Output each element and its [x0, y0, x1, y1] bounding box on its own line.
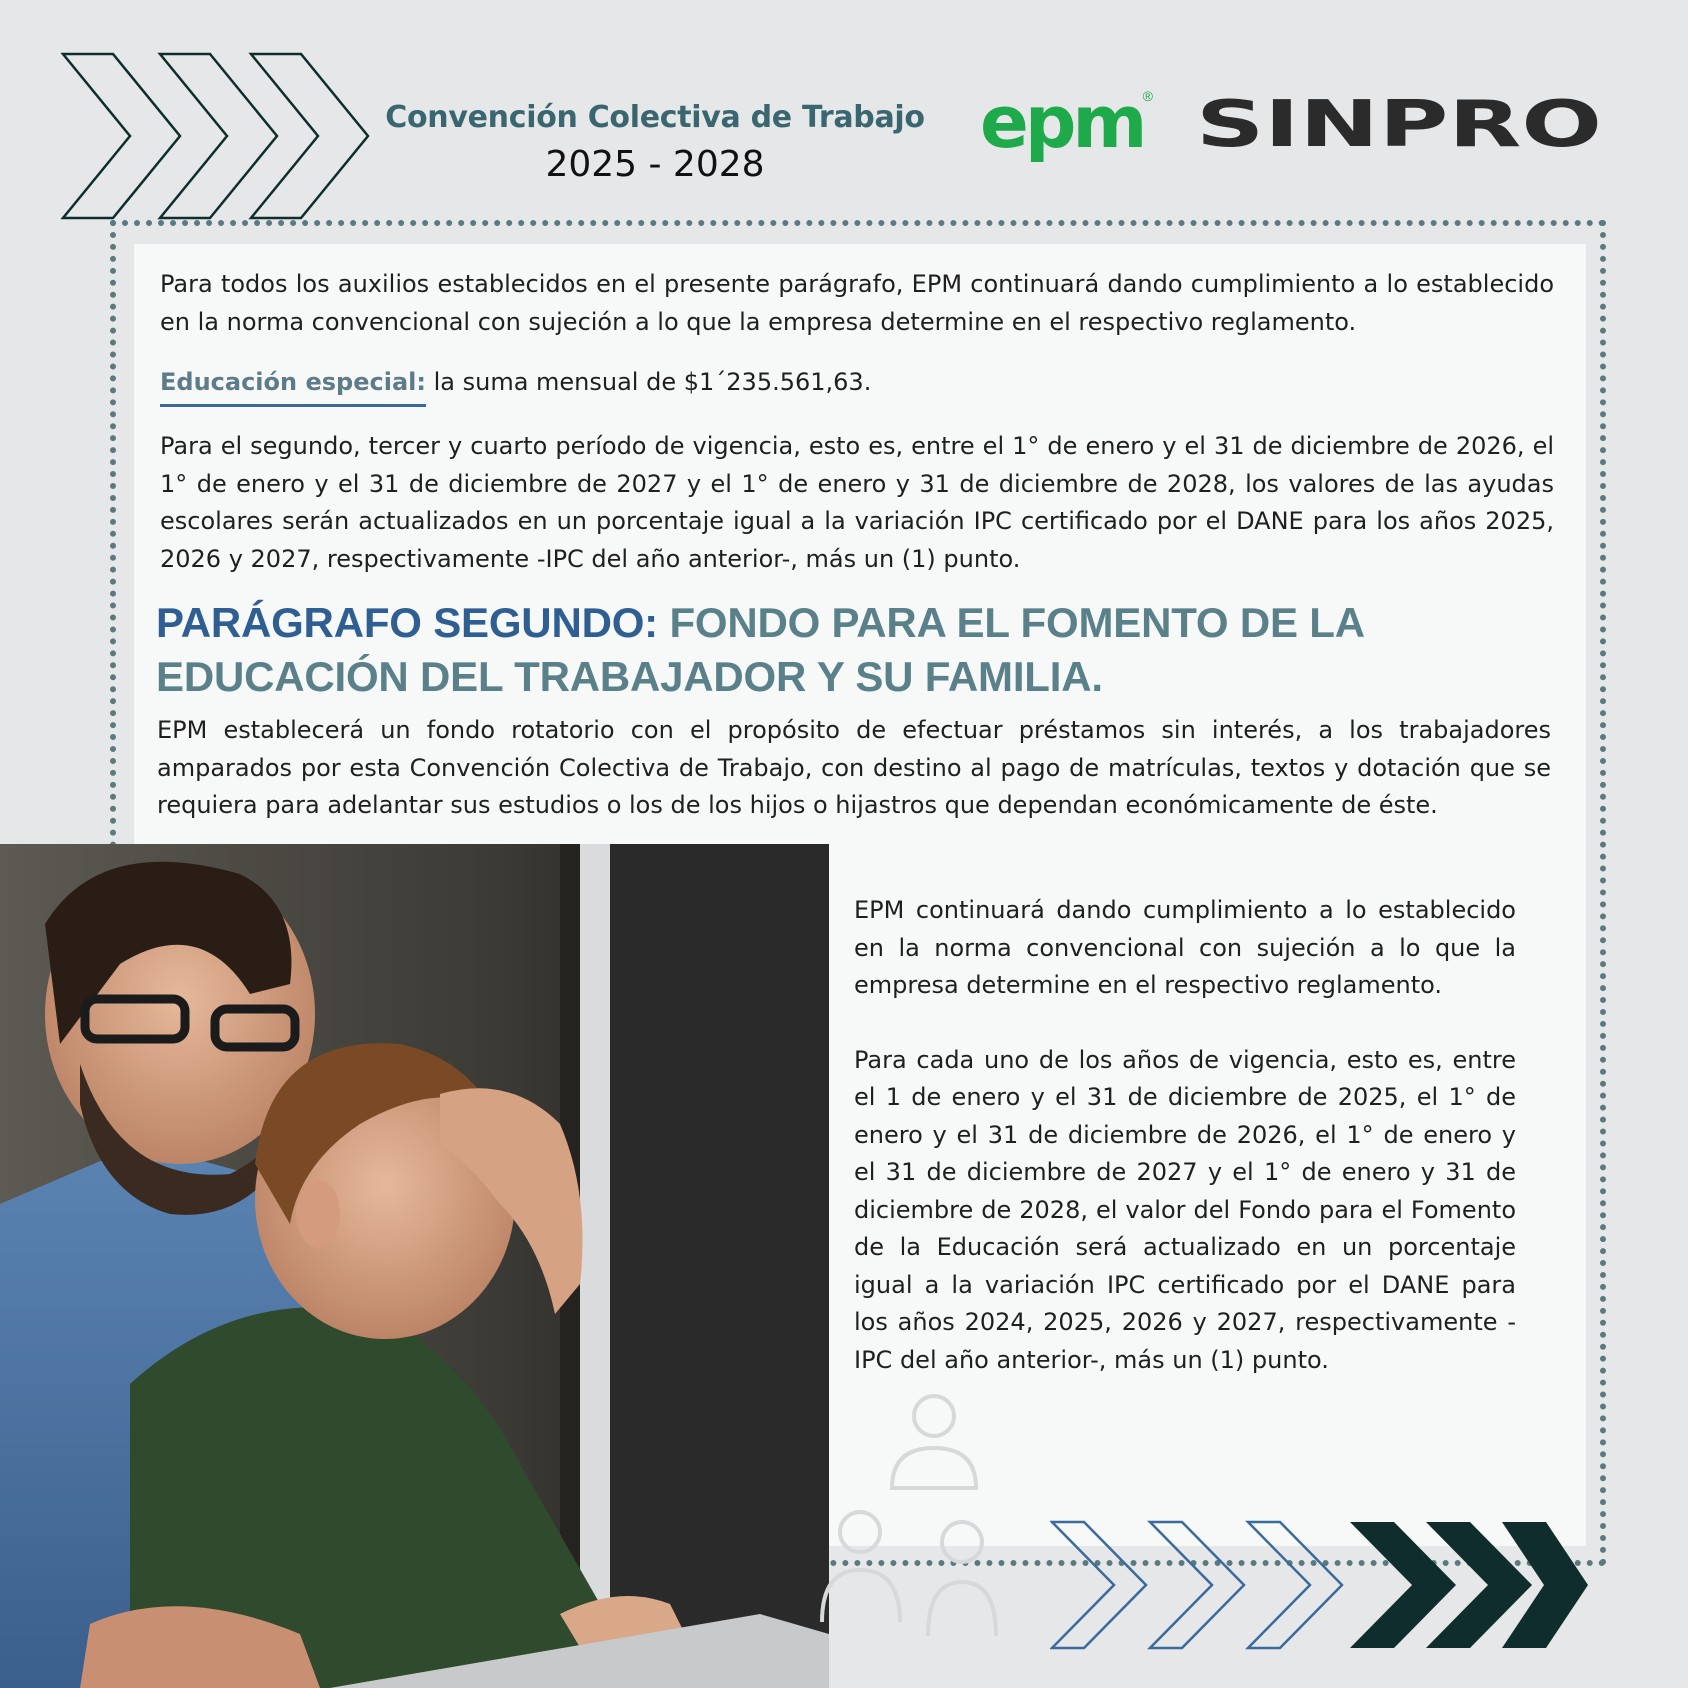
sinpro-logo-text: SINPRO	[1196, 96, 1602, 152]
intro-paragraph: Para todos los auxilios establecidos en el presente parágrafo, EPM continuará dando cumplimiento a lo establecido en la norma convencional con sujeción a lo que la empresa determine en el respectivo reglamento.	[160, 270, 1554, 336]
sinpro-logo	[1192, 96, 1606, 152]
fund-paragraph: EPM establecerá un fondo rotatorio con el propósito de efectuar préstamos sin interés, a los trabajadores amparados por esta Convención Colectiva de Trabajo, con destino al pago de matrículas, textos y dotación que se requiera para adelantar sus estudios o los de los hijos o hijastros que dependan económicamente de éste.	[157, 716, 1551, 819]
update-paragraph: Para el segundo, tercer y cuarto período de vigencia, esto es, entre el 1° de enero y el 31 de diciembre de 2026, el 1° de enero y el 31 de diciembre de 2027 y el 1° de enero y 31 de diciembre de 2028, los valores de las ayudas escolares serán actualizados en un porcentaje igual a la variación IPC certificado por el DANE para los años 2025, 2026 y 2027, respectivamente -IPC del año anterior-, más un (1) punto.	[160, 432, 1554, 573]
section-heading	[156, 596, 1556, 704]
registered-mark: ®	[1142, 88, 1153, 104]
special-education-label: Educación especial:	[160, 368, 426, 407]
people-icon	[820, 1392, 1000, 1688]
father-son-photo	[0, 844, 829, 1688]
section-heading-rest: FONDO PARA EL FOMENTO DE LA EDUCACIÓN DEL TRABAJADOR Y SU FAMILIA.	[156, 599, 1364, 700]
right-column-paragraph-2: Para cada uno de los años de vigencia, esto es, entre el 1 de enero y el 31 de diciembre de 2025, el 1° de enero y el 31 de diciembre de 2026, el 1° de enero y el 31 de diciembre de 2027 y el 1° de enero y 31 de diciembre de 2028, el valor del Fondo para el Fomento de la Educación será actualizado en un porcentaje igual a la variación IPC certificado por el DANE para los años 2024, 2025, 2026 y 2027, respectivamente -IPC del año anterior-, más un (1) punto.	[854, 1045, 1516, 1374]
special-education-line	[160, 364, 1560, 402]
epm-logo	[980, 80, 1155, 176]
bottom-chevrons-icon	[1050, 1520, 1590, 1650]
top-chevrons-icon	[60, 52, 370, 220]
epm-logo-text: epm	[980, 80, 1144, 164]
right-column	[854, 892, 1516, 1379]
section-heading-highlight: PARÁGRAFO SEGUNDO:	[156, 599, 658, 646]
special-education-text: la suma mensual de $1´235.561,63.	[425, 368, 872, 396]
header-title: Convención Colectiva de Trabajo	[385, 100, 925, 135]
right-column-paragraph-1: EPM continuará dando cumplimiento a lo establecido en la norma convencional con sujeción a lo que la empresa determine en el respectivo reglamento.	[854, 896, 1516, 999]
header-years: 2025 - 2028	[545, 144, 765, 185]
